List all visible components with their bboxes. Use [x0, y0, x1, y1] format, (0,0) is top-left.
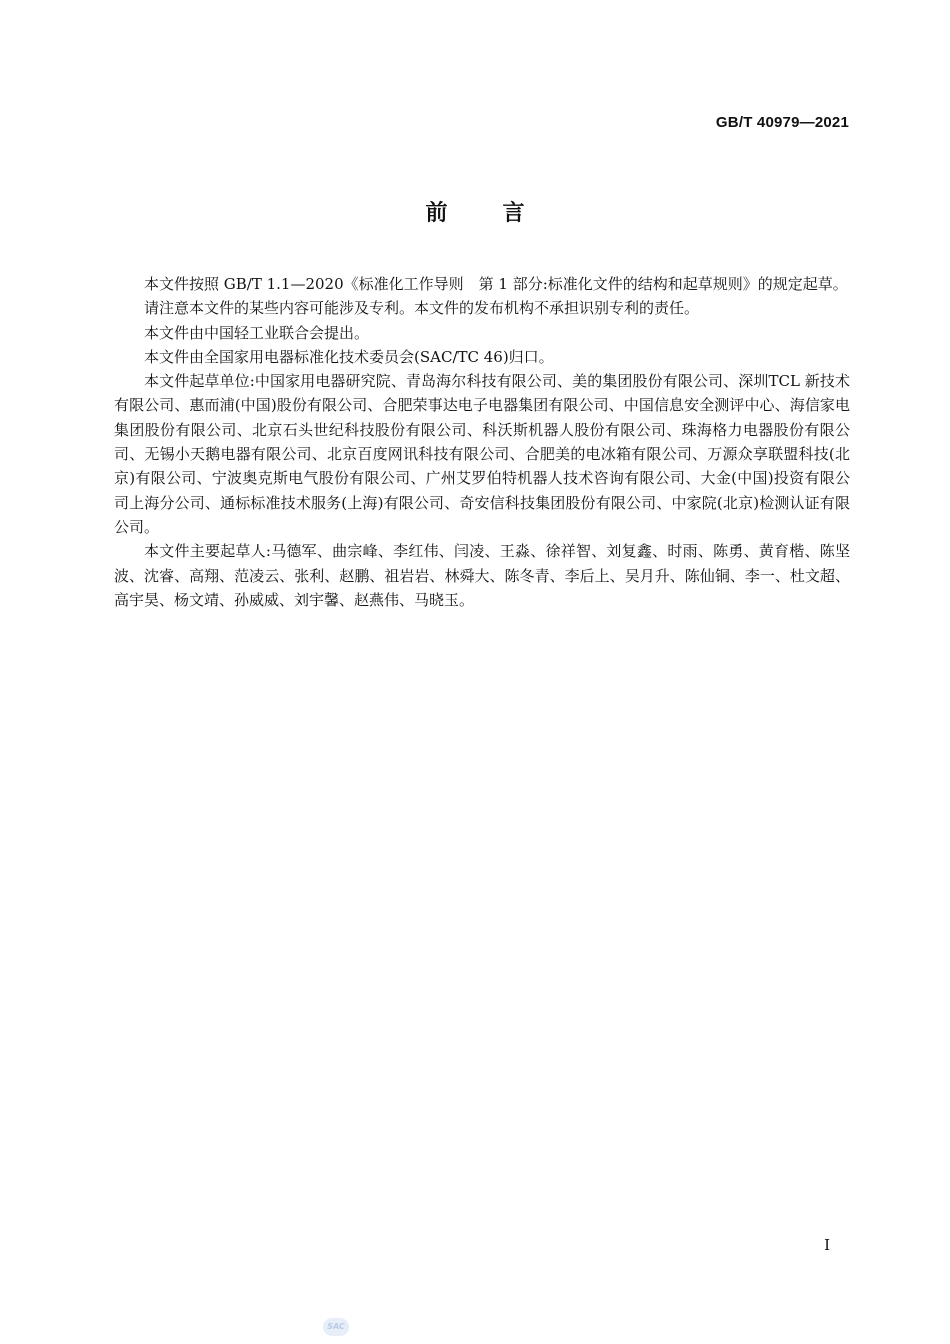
sac-watermark-logo: SAC — [323, 1318, 349, 1336]
paragraph-drafting-rules: 本文件按照 GB/T 1.1—2020《标准化工作导则 第 1 部分:标准化文件的结构和起草规则》的规定起草。 — [144, 275, 848, 293]
standard-number: GB/T 40979—2021 — [715, 114, 849, 131]
paragraph-drafters: 本文件主要起草人:马德军、曲宗峰、李红伟、闫凌、王淼、徐祥智、刘复鑫、时雨、陈勇、黄育楷、陈坚波、沈睿、高翔、范凌云、张利、赵鹏、祖岩岩、林舜大、陈冬青、李后上、吴月升、陈仙铜、李一、杜文超、高宇昊、杨文靖、孙威威、刘宇馨、赵燕伟、马晓玉。 — [114, 542, 850, 609]
page-number: I — [824, 1236, 830, 1254]
paragraph-proposer: 本文件由中国轻工业联合会提出。 — [144, 323, 370, 342]
paragraph-patent-notice: 请注意本文件的某些内容可能涉及专利。本文件的发布机构不承担识别专利的责任。 — [144, 299, 700, 318]
paragraph-drafting-organizations: 本文件起草单位:中国家用电器研究院、青岛海尔科技有限公司、美的集团股份有限公司、深圳TCL 新技术有限公司、惠而浦(中国)股份有限公司、合肥荣事达电子电器集团有限公司、中国信息安全测评中心、海信家电集团股份有限公司、北京石头世纪科技股份有限公司、科沃斯机器人股份有限公司、珠海格力电器股份有限公司、无锡小天鹅电器有限公司、北京百度网讯科技有限公司、合肥美的电冰箱有限公司、万源众享联盟科技(北京)有限公司、宁波奥克斯电气股份有限公司、广州艾罗伯特机器人技术咨询有限公司、大金(中国)投资有限公司上海分公司、通标标准技术服务(上海)有限公司、奇安信科技集团股份有限公司、中家院(北京)检测认证有限公司。 — [114, 372, 850, 536]
page-title: 前言 — [425, 201, 580, 226]
paragraph-technical-committee: 本文件由全国家用电器标准化技术委员会(SAC/TC 46)归口。 — [144, 347, 554, 366]
foreword-body — [114, 272, 850, 612]
